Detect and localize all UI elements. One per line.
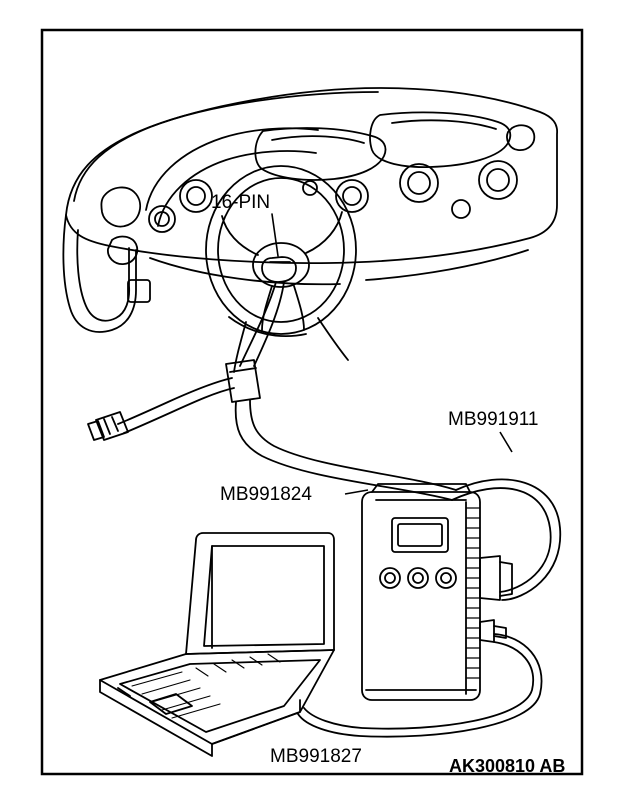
label-mb991824: MB991824 <box>220 484 312 505</box>
figure-id: AK300810 AB <box>449 756 566 776</box>
figure-border <box>42 30 582 774</box>
label-mb991911: MB991911 <box>448 409 539 430</box>
label-16-pin: 16-PIN <box>211 192 271 213</box>
label-mb991827: MB991827 <box>270 746 362 767</box>
